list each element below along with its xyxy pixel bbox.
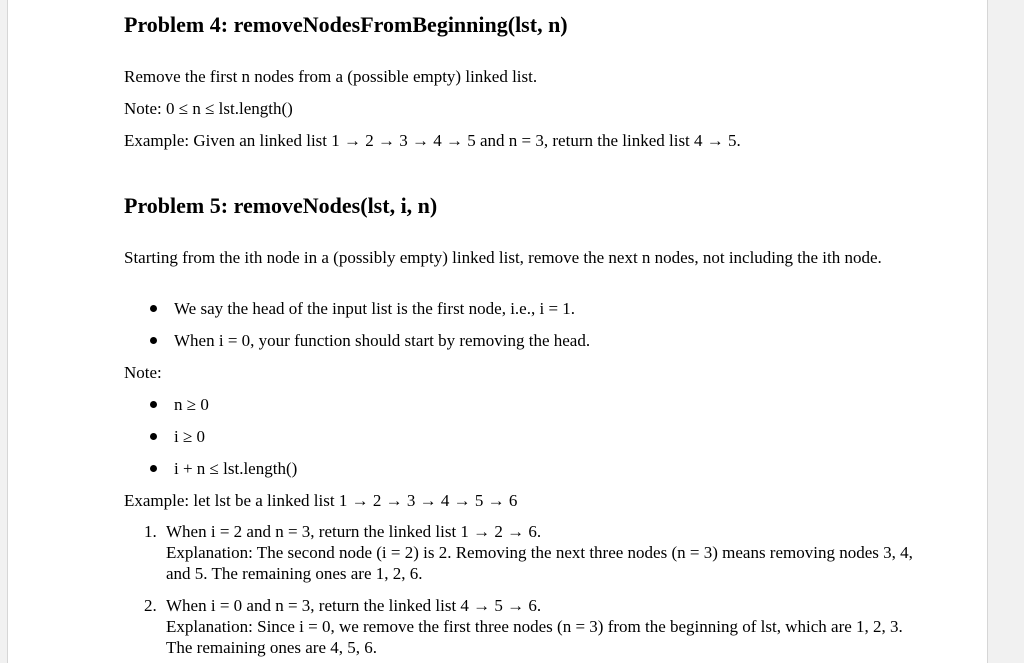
example-number: 1. bbox=[144, 522, 157, 541]
bullet-item: We say the head of the input list is the first node, i.e., i = 1. bbox=[174, 299, 576, 318]
example-explanation: Explanation: The second node (i = 2) is 2. Removing the next three nodes (n = 3) means removing nodes 3, 4, and 5. The remaining ones are 1, 2, 6. bbox=[166, 543, 913, 583]
bullet-item: When i = 0, your function should start by removing the head. bbox=[174, 331, 591, 350]
bullet-marker bbox=[150, 305, 157, 312]
bullet-marker bbox=[150, 337, 157, 344]
example-line: When i = 2 and n = 3, return the linked list 1 → 2 → 6. bbox=[166, 522, 542, 541]
problem-5-example: Example: let lst be a linked list 1 → 2 → 3 → 4 → 5 → 6 bbox=[124, 491, 518, 510]
bullet-marker bbox=[150, 433, 157, 440]
problem-5-note-label: Note: bbox=[124, 363, 162, 382]
example-explanation: Explanation: Since i = 0, we remove the first three nodes (n = 3) from the beginning of lst, which are 1, 2, 3. The remaining ones are 4, 5, 6. bbox=[166, 617, 903, 657]
example-line: When i = 0 and n = 3, return the linked list 4 → 5 → 6. bbox=[166, 596, 542, 615]
note-item: i ≥ 0 bbox=[174, 427, 206, 446]
example-item bbox=[166, 595, 914, 658]
problem-4-description: Remove the first n nodes from a (possible empty) linked list. bbox=[124, 67, 538, 86]
problem-5-title: Problem 5: removeNodes(lst, i, n) bbox=[124, 193, 438, 218]
document-page bbox=[7, 0, 988, 663]
note-item: n ≥ 0 bbox=[174, 395, 209, 414]
example-item bbox=[166, 521, 914, 584]
example-number: 2. bbox=[144, 596, 157, 615]
problem-4-example: Example: Given an linked list 1 → 2 → 3 → 4 → 5 and n = 3, return the linked list 4 → 5. bbox=[124, 131, 741, 150]
problem-5-description: Starting from the ith node in a (possibly empty) linked list, remove the next n nodes, not including the ith node. bbox=[124, 248, 882, 267]
bullet-marker bbox=[150, 465, 157, 472]
problem-4-note: Note: 0 ≤ n ≤ lst.length() bbox=[124, 99, 293, 118]
note-item: i + n ≤ lst.length() bbox=[174, 459, 298, 478]
bullet-marker bbox=[150, 401, 157, 408]
problem-4-title: Problem 4: removeNodesFromBeginning(lst, n) bbox=[124, 12, 568, 37]
